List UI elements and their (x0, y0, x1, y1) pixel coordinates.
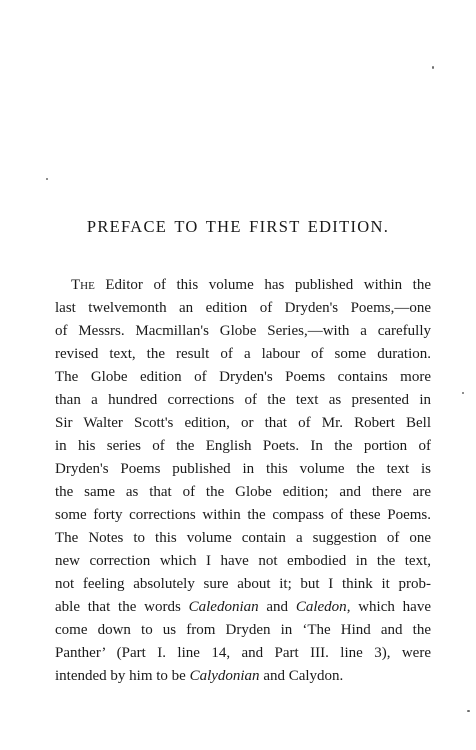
text-line: The Notes to this volume contain a suggestion of one (55, 530, 431, 546)
italic-word: Caledon (295, 599, 347, 615)
text-line (55, 274, 431, 297)
line-segment: and (258, 599, 296, 615)
text-line: Sir Walter Scott's edition, or that of Mr. Robert Bell (55, 415, 431, 431)
text-line (55, 665, 431, 688)
line-segment: and Calydon. (259, 668, 344, 684)
italic-word: Calydonian (189, 668, 260, 684)
text-line: come down to us from Dryden in ‘The Hind and the (55, 622, 431, 638)
opening-word: The (71, 277, 95, 293)
text-line: some forty corrections within the compass of these Poems. (55, 507, 431, 523)
text-line: of Messrs. Macmillan's Globe Series,—with a carefully (55, 323, 431, 339)
text-line: The Globe edition of Dryden's Poems contains more (55, 369, 431, 385)
line-segment: able that the words (55, 599, 189, 615)
text-line: Panther’ (Part I. line 14, and Part III. line 3), were (55, 645, 431, 661)
text-line: the same as that of the Globe edition; and there are (55, 484, 431, 500)
text-line: last twelvemonth an edition of Dryden's Poems,—one (55, 300, 431, 316)
text-line: not feeling absolutely sure about it; but I think it prob- (55, 576, 431, 592)
page-title: PREFACE TO THE FIRST EDITION. (86, 217, 390, 236)
line-segment: intended by him to be (55, 668, 190, 684)
text-line: new correction which I have not embodied in the text, (55, 553, 431, 569)
text-line: revised text, the result of a labour of some duration. (55, 346, 431, 362)
italic-word: Caledonian (188, 599, 259, 615)
line-text: Editor of this volume has published within the (94, 277, 431, 293)
text-line: Dryden's Poems published in this volume the text is (55, 461, 431, 477)
text-line: than a hundred corrections of the text as presented in (55, 392, 431, 408)
line-segment: , which have (346, 599, 431, 615)
page-speck (432, 66, 434, 69)
preface-paragraph (55, 274, 431, 688)
text-line (55, 596, 431, 619)
page-speck (467, 710, 470, 712)
page-speck (462, 392, 464, 394)
page-speck (46, 178, 48, 180)
text-line: in his series of the English Poets. In the portion of (55, 438, 431, 454)
